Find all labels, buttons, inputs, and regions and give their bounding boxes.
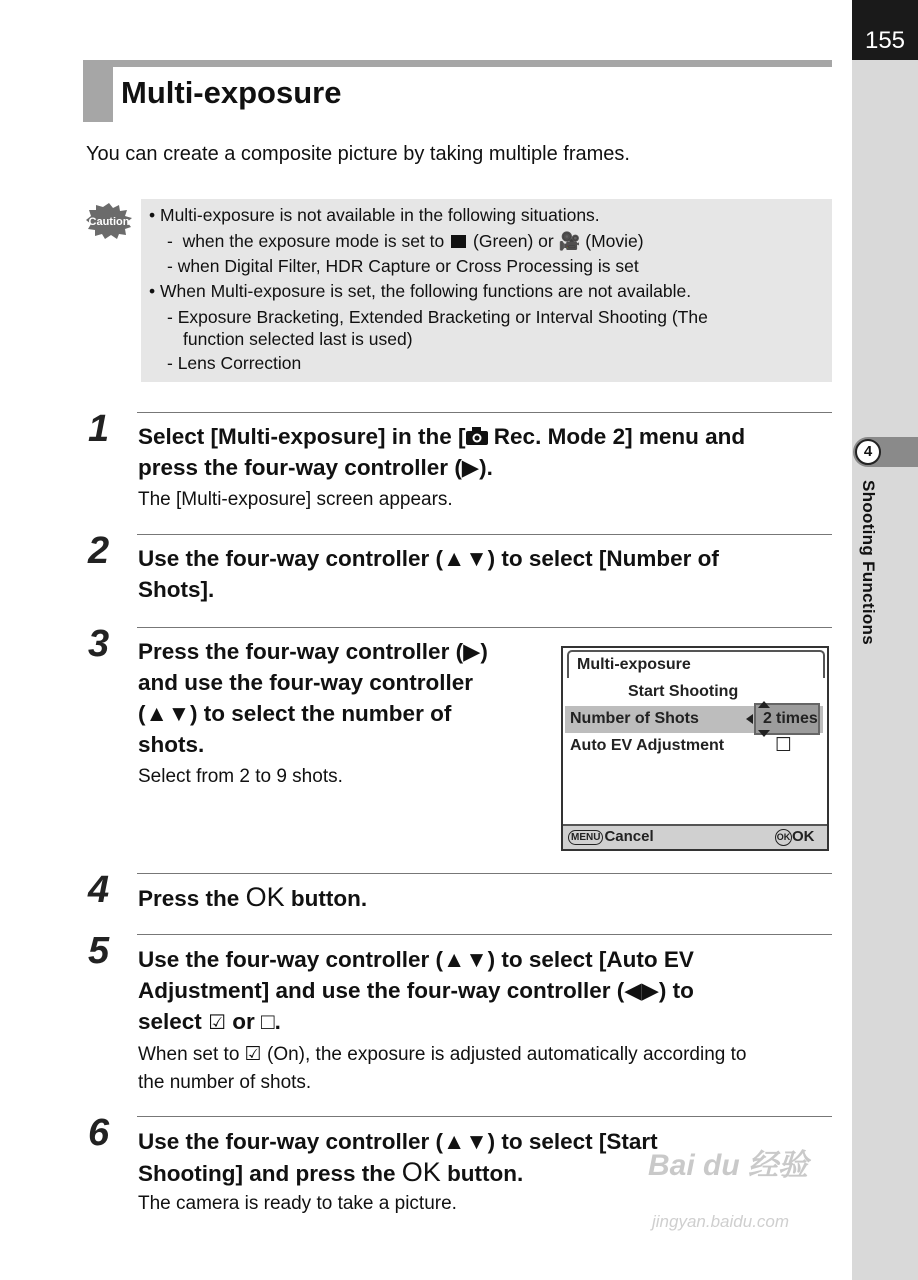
step-3-heading: Press the four-way controller (▶) and use the four-way controller (▲▼) to select the number of shots. [138, 639, 488, 757]
page-number: 155 [852, 0, 918, 60]
caution-line: • When Multi-exposure is set, the following functions are not available. [149, 281, 692, 301]
step-number: 5 [88, 930, 110, 972]
step-5-body: When set to ☑ (On), the exposure is adjusted automatically according to the number of shots. [138, 1044, 747, 1093]
auto-ev-checkbox[interactable]: ☐ [775, 735, 793, 756]
arrow-up-icon [758, 701, 770, 708]
ok-button-icon: OK [245, 882, 285, 912]
step-3-body: Select from 2 to 9 shots. [138, 766, 343, 787]
caution-icon [86, 203, 132, 239]
caution-line: - Lens Correction [167, 353, 302, 373]
step-divider [137, 1116, 832, 1117]
checked-box-icon: ☑ [208, 1012, 227, 1034]
shots-unit: times [776, 710, 818, 727]
watermark-brand: Bai du 经验 [648, 1149, 809, 1182]
camera-menu-screen [561, 646, 829, 851]
step-divider [137, 934, 832, 935]
step-number: 4 [88, 869, 110, 911]
checked-box-icon: ☑ [244, 1044, 262, 1065]
shots-value: 2 [763, 710, 772, 727]
caution-line: • Multi-exposure is not available in the following situations. [149, 205, 600, 225]
section-title-bar [83, 60, 832, 122]
caution-line: - when the exposure mode is set to (Green) or 🎥 (Movie) [167, 231, 644, 251]
green-mode-icon [451, 235, 466, 248]
movie-icon: 🎥 [558, 231, 581, 251]
ok-button-icon: OK [401, 1157, 441, 1187]
menu-item-start-shooting[interactable]: Start Shooting [628, 683, 739, 700]
arrow-down-icon [758, 730, 770, 737]
caution-box [141, 199, 832, 382]
step-divider [137, 412, 832, 413]
ok-button[interactable]: OK OK [776, 828, 815, 845]
step-1-body: The [Multi-exposure] screen appears. [138, 489, 453, 510]
menu-title: Multi-exposure [577, 656, 691, 673]
step-number: 1 [88, 408, 110, 450]
step-6-body: The camera is ready to take a picture. [138, 1193, 457, 1214]
step-5-heading: Use the four-way controller (▲▼) to select [Auto EV Adjustment] and use the four-way controller (◀▶) to select ☑ or □. [138, 947, 694, 1034]
cancel-button[interactable]: MENU Cancel [568, 828, 654, 845]
menu-footer [563, 824, 827, 849]
menu-item-auto-ev[interactable]: Auto EV Adjustment [570, 737, 725, 754]
menu-key-icon: MENU [568, 830, 603, 845]
caution-line: - when Digital Filter, HDR Capture or Cross Processing is set [167, 256, 639, 276]
step-number: 6 [88, 1112, 110, 1154]
step-1-heading: Select [Multi-exposure] in the [ Rec. Mode 2] menu and press the four-way controller (▶). [138, 424, 746, 480]
watermark-url: jingyan.baidu.com [652, 1212, 790, 1231]
camera-icon [466, 427, 488, 445]
step-number: 3 [88, 623, 110, 665]
chapter-title: Shooting Functions [859, 480, 878, 645]
caution-icon-label: Caution [88, 216, 130, 228]
intro-text: You can create a composite picture by taking multiple frames. [86, 143, 630, 165]
caution-line: - Exposure Bracketing, Extended Bracketing or Interval Shooting (The [167, 307, 708, 327]
page-title: Multi-exposure [121, 75, 342, 110]
caution-line: function selected last is used) [183, 329, 413, 349]
step-4-heading: Press the OK button. [138, 882, 368, 912]
arrow-left-icon [746, 714, 753, 724]
step-number: 2 [88, 530, 110, 572]
step-2-heading: Use the four-way controller (▲▼) to select [Number of Shots]. [138, 546, 719, 602]
step-6-heading: Use the four-way controller (▲▼) to select [Start Shooting] and press the OK button. [138, 1129, 658, 1187]
step-divider [137, 873, 832, 874]
chapter-number: 4 [855, 439, 881, 465]
menu-item-number-of-shots[interactable]: Number of Shots [570, 710, 699, 727]
ok-key-icon: OK [775, 829, 792, 846]
step-divider [137, 627, 832, 628]
step-divider [137, 534, 832, 535]
